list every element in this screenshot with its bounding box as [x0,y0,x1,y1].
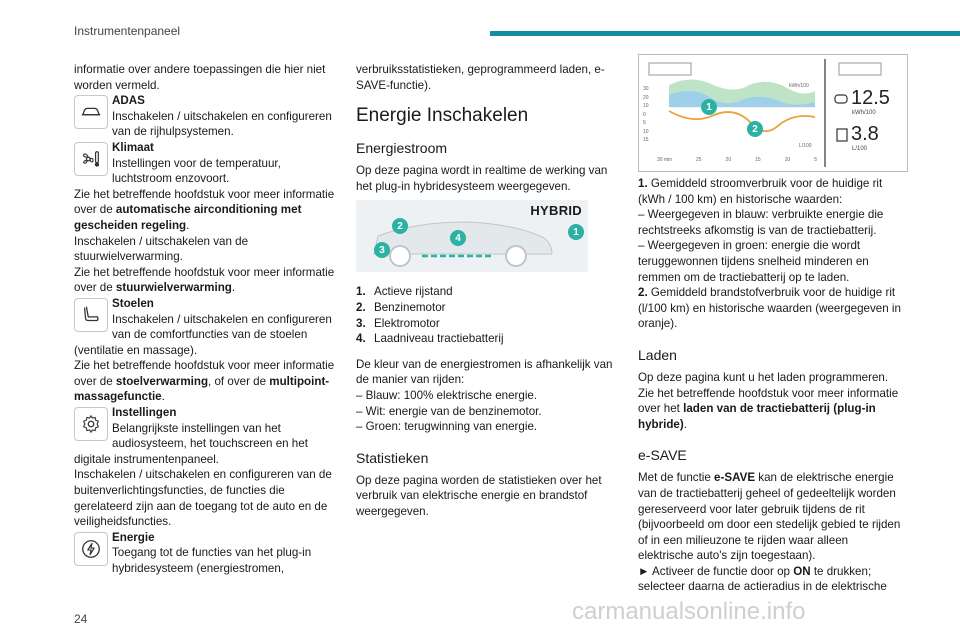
instellingen-text: Belangrijkste instellingen van het audiosysteem, het touchscreen en het digitale instrumentenpaneel. [74,421,308,466]
energie-item [74,530,340,577]
energiestroom-text: Op deze pagina wordt in realtime de werking van het plug-in hybridesysteem weergegeven. [356,164,608,193]
column-3 [638,176,904,595]
instellingen-text-2: Inschakelen / uitschakelen en configureren van de buitenverlichtingsfuncties, de functies die gerelateerd zijn aan de toegang tot de auto en de veiligheidsfuncties. [74,468,332,529]
y-axis-ticks: 30 20 10 0 5 10 15 [643,86,649,143]
column-2 [356,62,626,520]
klimaat-wheel-text: Inschakelen / uitschakelen van de stuurwielverwarming. [74,234,249,264]
fan-thermometer-icon [74,142,108,176]
badge-4: 4 [450,230,466,246]
klimaat-item [74,140,340,187]
x-axis-ticks: 30 min 25 20 15 10 5 [657,157,817,163]
color-item: – Groen: terugwinning van energie. [356,420,538,434]
instellingen-item [74,405,340,467]
car-icon [74,95,108,129]
energie-continued-text: verbruiksstatistieken, geprogrammeerd laden, e-SAVE-functie). [356,63,605,92]
esave-step: ► Activeer de functie door op ON te drukken; selecteer daarna de actieradius in de elektrische [638,564,887,594]
header-accent-bar [490,31,960,36]
seat-icon [74,298,108,332]
page-header-title: Instrumentenpaneel [74,24,181,38]
list-item: 1. Actieve rijstand [356,285,453,299]
hybrid-flow-illustration [356,200,588,272]
badge-2: 2 [392,218,408,234]
energie-text: Toegang tot de functies van het plug-in hybridesysteem (energiestromen, [112,546,312,575]
axis-unit-top: kWh/100 [789,83,809,89]
column-1 [74,62,340,577]
fuel-consumption-unit: L/100 [852,146,868,152]
energy-bolt-icon [74,532,108,566]
stoelen-reference: Zie het betreffende hoofdstuk voor meer informatie over de stoelverwarming, of over de multipoint-massagefunctie. [74,359,335,404]
figure-note-2: 2. Gemiddeld brandstofverbruik voor de huidige rit (l/100 km) en historische waarden (weergegeven in oranje). [638,286,901,331]
adas-text: Inschakelen / uitschakelen en configureren van de rijhulpsystemen. [112,109,332,139]
color-explanation: De kleur van de energiestromen is afhankelijk van de manier van rijden: [356,357,613,387]
adas-title: ADAS [112,94,145,108]
legend-list [356,284,626,346]
klimaat-title: Klimaat [112,140,154,154]
badge-1: 1 [568,224,584,240]
page-number: 24 [74,612,88,626]
laden-text: Op deze pagina kunt u het laden programmeren. Zie het betreffende hoofdstuk voor meer informatie over het laden van de tractiebatterij (plug-in hybride). [638,370,899,431]
intro-text: informatie over andere toepassingen die hier niet worden vermeld. [74,63,326,92]
statistics-screen-illustration [638,54,908,172]
statistieken-text: Op deze pagina worden de statistieken over het verbruik van elektrische energie en brandstof weergegeven. [356,473,602,518]
badge-2: 2 [747,121,763,137]
electric-consumption-value: 12.5 [851,87,890,109]
subheading-esave: e-SAVE [638,447,687,464]
esave-text: Met de functie e-SAVE kan de elektrische energie van de tractiebatterij geheel of gedeeltelijk worden gereserveerd voor later gebruik tijdens de rit (bijvoorbeeld om door een stedelijk gebied te rijden of in een milieuzone te rijden waar alleen elektrische auto's zijn toegestaan). [638,471,901,563]
watermark-text: carmanualsonline.info [572,598,806,625]
axis-unit-bottom: L/100 [799,143,812,149]
subheading-laden: Laden [638,346,677,363]
list-item: 3. Elektromotor [356,316,440,330]
section-heading-energie: Energie Inschakelen [356,105,529,127]
gear-icon [74,407,108,441]
klimaat-wheel-reference: Zie het betreffende hoofdstuk voor meer informatie over de stuurwielverwarming. [74,265,335,295]
hybrid-mode-label: HYBRID [530,203,582,219]
adas-item [74,93,340,140]
electric-consumption-unit: kWh/100 [852,110,876,116]
fuel-consumption-value: 3.8 [851,123,879,145]
subheading-energiestroom: Energiestroom [356,140,448,157]
klimaat-reference: Zie het betreffende hoofdstuk voor meer informatie over de automatische airconditioning met gescheiden regeling. [74,187,335,232]
energie-title: Energie [112,530,155,544]
klimaat-text: Instellingen voor de temperatuur, luchtstroom enzovoort. [112,156,281,186]
color-item: – Wit: energie van de benzinemotor. [356,404,542,418]
stoelen-item [74,296,340,358]
list-item: 2. Benzinemotor [356,300,446,314]
stoelen-title: Stoelen [112,296,154,310]
figure-note-1a: – Weergegeven in blauw: verbruikte energie die rechtstreeks afkomstig is van de tractiebatterij. [638,208,884,237]
subheading-statistieken: Statistieken [356,449,429,466]
instellingen-title: Instellingen [112,406,177,420]
badge-1: 1 [701,99,717,115]
list-item: 4. Laadniveau tractiebatterij [356,332,504,346]
figure-note-1: 1. Gemiddeld stroomverbruik voor de huidige rit (kWh / 100 km) en historische waarden: [638,177,883,206]
stoelen-text: Inschakelen / uitschakelen en configureren van de comfortfuncties van de stoelen (ventilatie en massage). [74,312,332,357]
figure-note-1b: – Weergegeven in groen: energie die wordt teruggewonnen tijdens snelheid minderen en remmen om de tractiebatterij op te laden. [638,239,869,284]
color-item: – Blauw: 100% elektrische energie. [356,388,538,402]
badge-3: 3 [374,242,390,258]
